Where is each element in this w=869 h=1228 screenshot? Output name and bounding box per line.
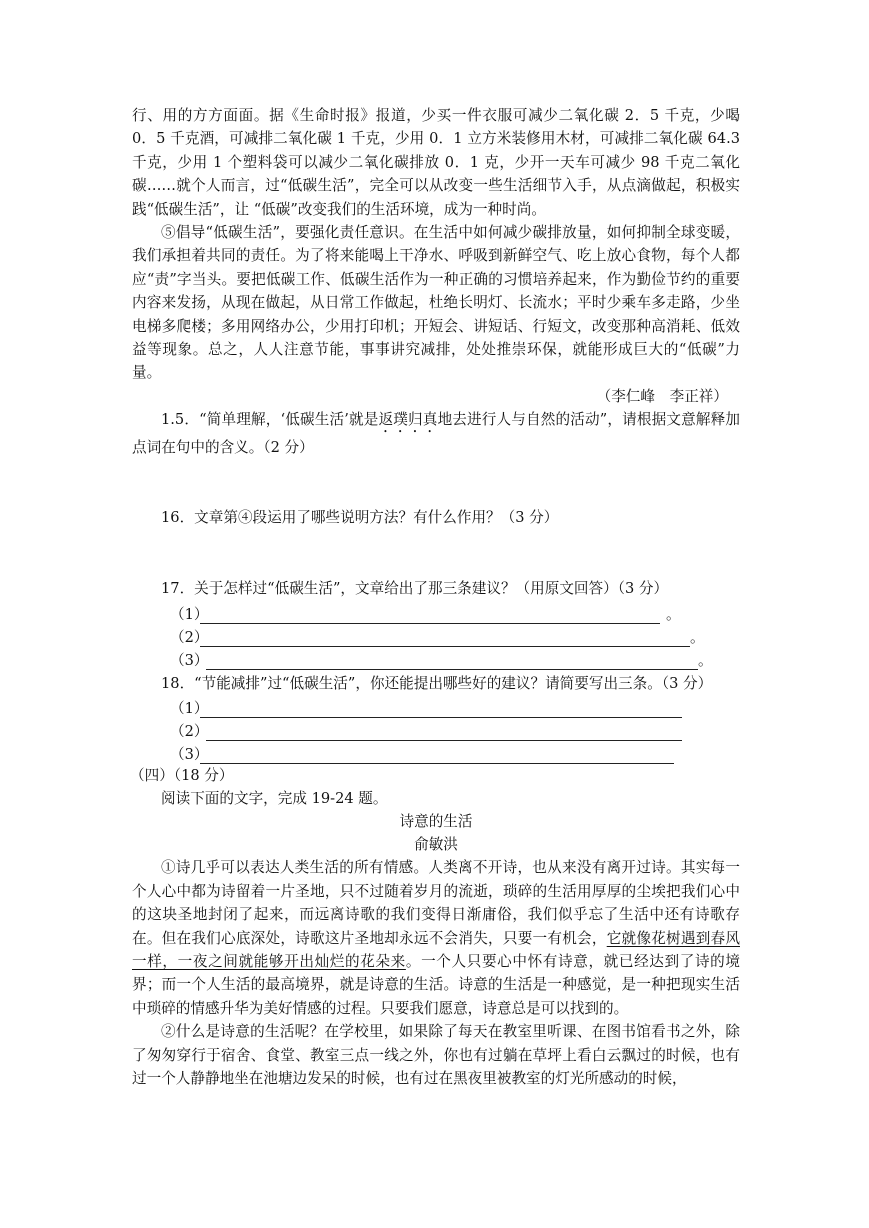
essay-paragraph-2: ②什么是诗意的生活呢？在学校里，如果除了每天在教室里听课、在图书馆看书之外，除了匆匆穿行于宿舍、食堂、教室三点一线之外，你也有过躺在草坪上看白云飘过的时候，也有过一个人静静地坐在池塘边发呆的时候，也有过在黑夜里被教室的灯光所感动的时候， (132, 1023, 740, 1087)
answer-line-17-3[interactable] (132, 647, 740, 670)
answer-end-mark: 。 (698, 651, 713, 669)
blank-line[interactable] (200, 631, 690, 647)
section-header: （四）（18 分） (130, 766, 234, 784)
blank-line[interactable] (206, 654, 698, 670)
question-18: 18．“节能减排”过“低碳生活”，你还能提出哪些好的建议？请简要写出三条。（3 分） (161, 674, 713, 692)
answer-line-18-2[interactable] (132, 718, 740, 741)
article-authors: （李仁峰 李正祥） (596, 387, 728, 405)
answer-number: （1） (170, 699, 209, 717)
question-15-text-after: 地去进行人与自然的活动”，请根据文意解释加点词在句中的含义。（2 分） (132, 411, 740, 457)
blank-line[interactable] (200, 608, 660, 624)
answer-number: （2） (170, 628, 209, 646)
document-page (132, 104, 740, 1090)
blank-line[interactable] (200, 748, 674, 764)
question-15 (132, 408, 740, 459)
paragraph-continued: 行、用的方方面面。据《生命时报》报道，少买一件衣服可减少二氧化碳 2．5 千克，少喝 0．5 千克酒，可减排二氧化碳 1 千克，少用 0．1 立方米装修用木材，可减排二氧化碳 64.3 千克，少用 1 个塑料袋可以减少二氧化碳排放 0．1 克，少开一天车可减少 98 千克二氧化碳……就个人而言，过“低碳生活”，完全可以从改变一些生活细节入手，从点滴做起，积极实践“低碳生活”，让 “低碳”改变我们的生活环境，成为一种时尚。 (132, 107, 740, 218)
answer-number: （2） (170, 722, 209, 740)
section-instruction: 阅读下面的文字，完成 19-24 题。 (161, 789, 388, 807)
question-17: 17．关于怎样过“低碳生活”，文章给出了那三条建议？（用原文回答）（3 分） (161, 580, 669, 598)
blank-line[interactable] (200, 702, 682, 718)
question-15-text-before: 1.5．“简单理解，‘低碳生活’就是 (161, 411, 379, 429)
answer-line-17-2[interactable] (132, 624, 740, 647)
answer-number: （3） (170, 745, 209, 763)
essay-p1-after: 。一个人只要心中怀有诗意，就已经达到了诗的境界；而一个人生活的最高境界，就是诗意的生活。诗意的生活是一种感觉，是一种把现实生活中琐碎的情感升华为美好情感的过程。只要我们愿意，诗意总是可以找到的。 (132, 952, 740, 1017)
answer-line-17-1[interactable] (132, 601, 740, 624)
essay-paragraph-1 (132, 856, 740, 1020)
dotted-phrase: 返璞归真 (378, 411, 438, 429)
answer-number: （3） (170, 651, 209, 669)
question-16: 16．文章第④段运用了哪些说明方法？有什么作用？（3 分） (161, 508, 559, 526)
essay-p1-before: ①诗几乎可以表达人类生活的所有情感。人类离不开诗，也从来没有离开过诗。其实每一个人心中都为诗留着一片圣地，只不过随着岁月的流逝，琐碎的生活用厚厚的尘埃把我们心中的这块圣地封闭了起来，而远离诗歌的我们变得日渐庸俗，我们似乎忘了生活中还有诗歌存在。但在我们心底深处，诗歌这片圣地却永远不会消失，只要一有机会， (132, 859, 740, 947)
underlined-sentence: 它就像花树遇到春风一样，一夜之间就能够开出灿烂的花朵来 (132, 929, 740, 970)
answer-space-15 (132, 460, 740, 506)
answer-space-16 (132, 529, 740, 577)
blank-line[interactable] (206, 725, 682, 741)
answer-end-mark: 。 (690, 628, 705, 646)
paragraph-5: ⑤倡导“低碳生活”，要强化责任意识。在生活中如何减少碳排放量，如何抑制全球变暖，我们承担着共同的责任。为了将来能喝上干净水、呼吸到新鲜空气、吃上放心食物，每个人都应“责”字当头。要把低碳工作、低碳生活作为一种正确的习惯培养起来，作为勤俭节约的重要内容来发扬，从现在做起，从日常工作做起，杜绝长明灯、长流水；平时少乘车多走路，少坐电梯多爬楼；多用网络办公，少用打印机；开短会、讲短话、行短文，改变那种高消耗、低效益等现象。总之，人人注意节能，事事讲究减排，处处推崇环保，就能形成巨大的“低碳”力量。 (132, 224, 740, 382)
answer-number: （1） (170, 605, 209, 623)
answer-end-mark: 。 (666, 605, 681, 623)
answer-line-18-3[interactable] (132, 741, 740, 764)
answer-line-18-1[interactable] (132, 695, 740, 718)
essay-author: 俞敏洪 (414, 836, 458, 854)
essay-title: 诗意的生活 (399, 813, 473, 831)
